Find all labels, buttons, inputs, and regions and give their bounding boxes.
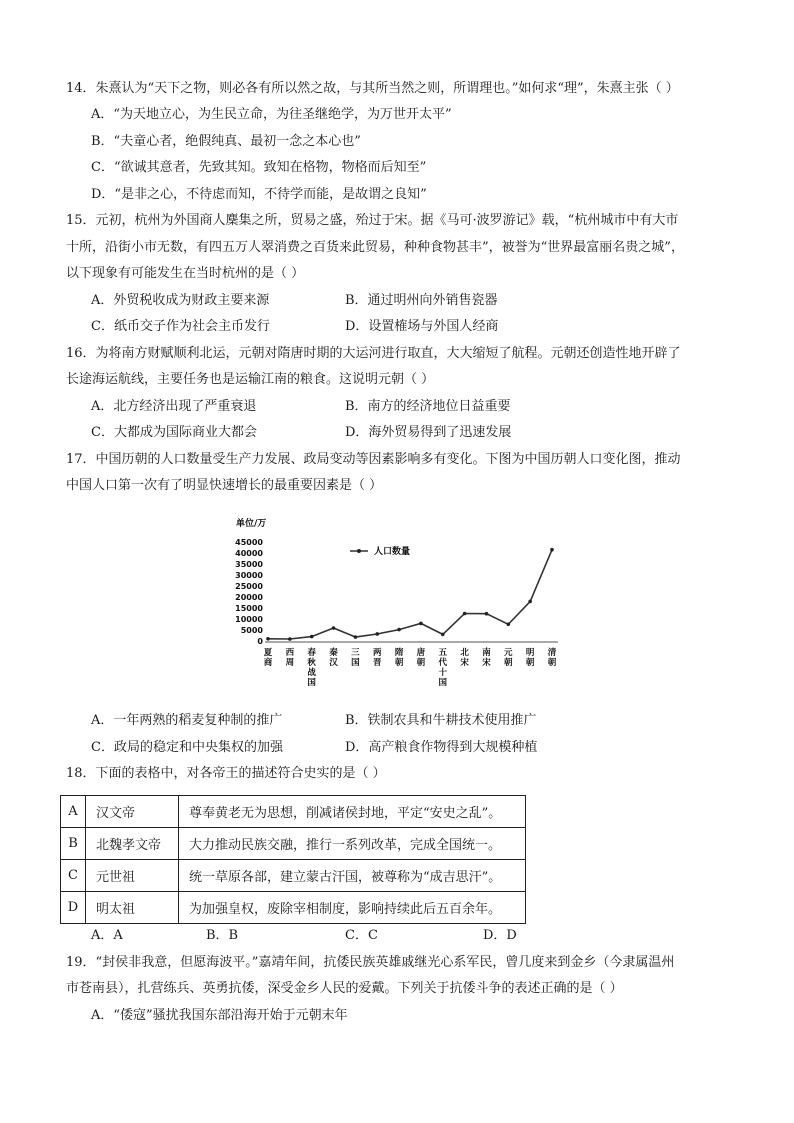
legend-label: 人口数量	[374, 547, 411, 557]
data-point	[332, 626, 336, 630]
x-tick-label: 明朝	[525, 648, 535, 668]
q17-stem-line1: 17．中国历朝的人口数量受生产力发展、政局变动等因素影响多有变化。下图为中国历朝人口变化图，推动	[66, 452, 681, 467]
table-cell: 元世祖	[86, 860, 179, 892]
x-tick-label: 五代十国	[438, 648, 448, 688]
table-row	[61, 796, 526, 828]
q14-stem: 14．朱熹认为“天下之物，则必各有所以然之故，与其所当然之则，所谓理也。”如何求“理”，朱熹主张（ ）	[66, 81, 679, 96]
q19-stem-line1: 19．“封侯非我意，但愿海波平。”嘉靖年间，抗倭民族英雄戚继光心系军民，曾几度来到金乡（今隶属温州	[66, 955, 675, 970]
q17-option-c: C．政局的稳定和中央集权的加强	[91, 740, 283, 755]
q16-option-a: A．北方经济出现了严重衰退	[91, 399, 257, 414]
data-point	[463, 612, 467, 616]
y-tick-label: 20000	[235, 593, 263, 602]
y-tick-label: 5000	[240, 626, 263, 635]
q17-stem-line2: 中国人口第一次有了明显快速增长的最重要因素是（ ）	[66, 478, 383, 493]
table-cell: B	[61, 828, 86, 860]
x-tick-label: 清朝	[547, 648, 557, 668]
y-tick-label: 25000	[235, 582, 263, 591]
q15-option-a: A．外贸税收成为财政主要来源	[91, 293, 270, 308]
q14-option-d: D．“是非之心，不待虑而知，不待学而能，是故谓之良知”	[91, 187, 427, 202]
data-point	[419, 622, 423, 626]
y-tick-label: 35000	[235, 560, 263, 569]
q15-stem-line2: 十所，沿街小市无数，有四五万人翠消费之百货来此贸易，种种食物甚丰”，被誉为“世界最富丽名贵之城”，	[66, 240, 684, 255]
q17-option-d: D．高产粮食作物得到大规模种植	[345, 740, 538, 755]
x-tick-label: 三国	[351, 648, 360, 668]
x-tick-label: 隋朝	[394, 648, 404, 668]
table-cell: 尊奉黄老无为思想，削减诸侯封地，平定“安史之乱”。	[179, 796, 526, 828]
y-tick-label: 0	[257, 637, 263, 646]
data-point	[354, 635, 358, 639]
data-point	[375, 632, 379, 636]
q15-option-b: B．通过明州向外销售瓷器	[345, 293, 498, 308]
table-cell: 明太祖	[86, 892, 179, 924]
x-tick-label: 唐朝	[416, 648, 426, 668]
table-row	[61, 860, 526, 892]
x-tick-label: 北宋	[460, 648, 469, 668]
q14-option-c: C．“欲诚其意者，先致其知。致知在格物，物格而后知至”	[91, 160, 427, 175]
x-tick-label: 元朝	[504, 648, 513, 668]
y-tick-label: 10000	[235, 615, 263, 624]
x-tick-label: 春秋战国	[307, 648, 316, 688]
q19-stem-line2: 市苍南县），扎营练兵、英勇抗倭，深受金乡人民的爱戴。下列关于抗倭斗争的表述正确的是（ ）	[66, 981, 623, 996]
q16-stem-line1: 16．为将南方财赋顺利北运，元朝对隋唐时期的大运河进行取直，大大缩短了航程。元朝还创造性地开辟了	[66, 346, 681, 361]
q18-answer-a: A．A	[91, 928, 123, 943]
y-tick-label: 45000	[235, 538, 263, 547]
table-cell: A	[61, 796, 86, 828]
y-tick-label: 40000	[235, 549, 263, 558]
data-point	[310, 635, 314, 639]
table-cell: C	[61, 860, 86, 892]
q16-option-b: B．南方的经济地位日益重要	[345, 399, 511, 414]
table-row	[61, 892, 526, 924]
y-axis-label: 单位/万	[236, 519, 267, 529]
data-point	[288, 637, 292, 641]
q16-stem-line2: 长途海运航线，主要任务也是运输江南的粮食。这说明元朝（ ）	[66, 372, 435, 387]
q15-stem-line3: 以下现象有可能发生在当时杭州的是（ ）	[66, 266, 305, 281]
x-tick-label: 夏商	[263, 648, 273, 668]
y-tick-label: 15000	[235, 604, 263, 613]
q14-option-a: A．“为天地立心，为生民立命，为往圣继绝学，为万世开太平”	[91, 107, 452, 122]
data-point	[266, 637, 270, 641]
table-cell: D	[61, 892, 86, 924]
data-point	[528, 600, 532, 604]
data-point	[550, 548, 554, 552]
q18-stem: 18．下面的表格中，对各帝王的描述符合史实的是（ ）	[66, 766, 386, 781]
x-tick-label: 西周	[285, 648, 295, 668]
q19-option-a: A．“倭寇”骚扰我国东部沿海开始于元朝末年	[91, 1008, 348, 1023]
data-point	[485, 612, 489, 616]
population-line-chart	[218, 512, 578, 702]
q16-option-c: C．大都成为国际商业大都会	[91, 425, 257, 440]
table-cell: 为加强皇权，废除宰相制度，影响持续此后五百余年。	[179, 892, 526, 924]
table-cell: 统一草原各部，建立蒙古汗国，被尊称为“成吉思汗”。	[179, 860, 526, 892]
q14-option-b: B．“夫童心者，绝假纯真、最初一念之本心也”	[91, 134, 361, 149]
emperor-table	[60, 795, 526, 924]
q15-stem-line1: 15．元初，杭州为外国商人麇集之所，贸易之盛，殆过于宋。据《马可·波罗游记》载，“杭州城市中有大市	[66, 213, 679, 228]
table-cell: 大力推动民族交融，推行一系列改革，完成全国统一。	[179, 828, 526, 860]
q18-answer-c: C．C	[345, 928, 378, 943]
data-point	[507, 622, 511, 626]
y-tick-label: 30000	[235, 571, 263, 580]
q18-answer-b: B．B	[206, 928, 239, 943]
q15-option-c: C．纸币交子作为社会主币发行	[91, 319, 270, 334]
legend-marker	[357, 549, 361, 553]
data-point	[441, 633, 445, 637]
table-cell: 汉文帝	[86, 796, 179, 828]
x-tick-label: 秦汉	[329, 648, 338, 668]
data-point	[397, 628, 401, 632]
table-row	[61, 828, 526, 860]
x-tick-label: 两晋	[372, 648, 382, 668]
table-cell: 北魏孝文帝	[86, 828, 179, 860]
q17-option-b: B．铁制农具和牛耕技术使用推广	[345, 713, 537, 728]
x-tick-label: 南宋	[482, 648, 491, 668]
q16-option-d: D．海外贸易得到了迅速发展	[345, 425, 512, 440]
q17-option-a: A．一年两熟的稻麦复种制的推广	[91, 713, 283, 728]
q18-answer-d: D．D	[483, 928, 517, 943]
q15-option-d: D．设置榷场与外国人经商	[345, 319, 499, 334]
